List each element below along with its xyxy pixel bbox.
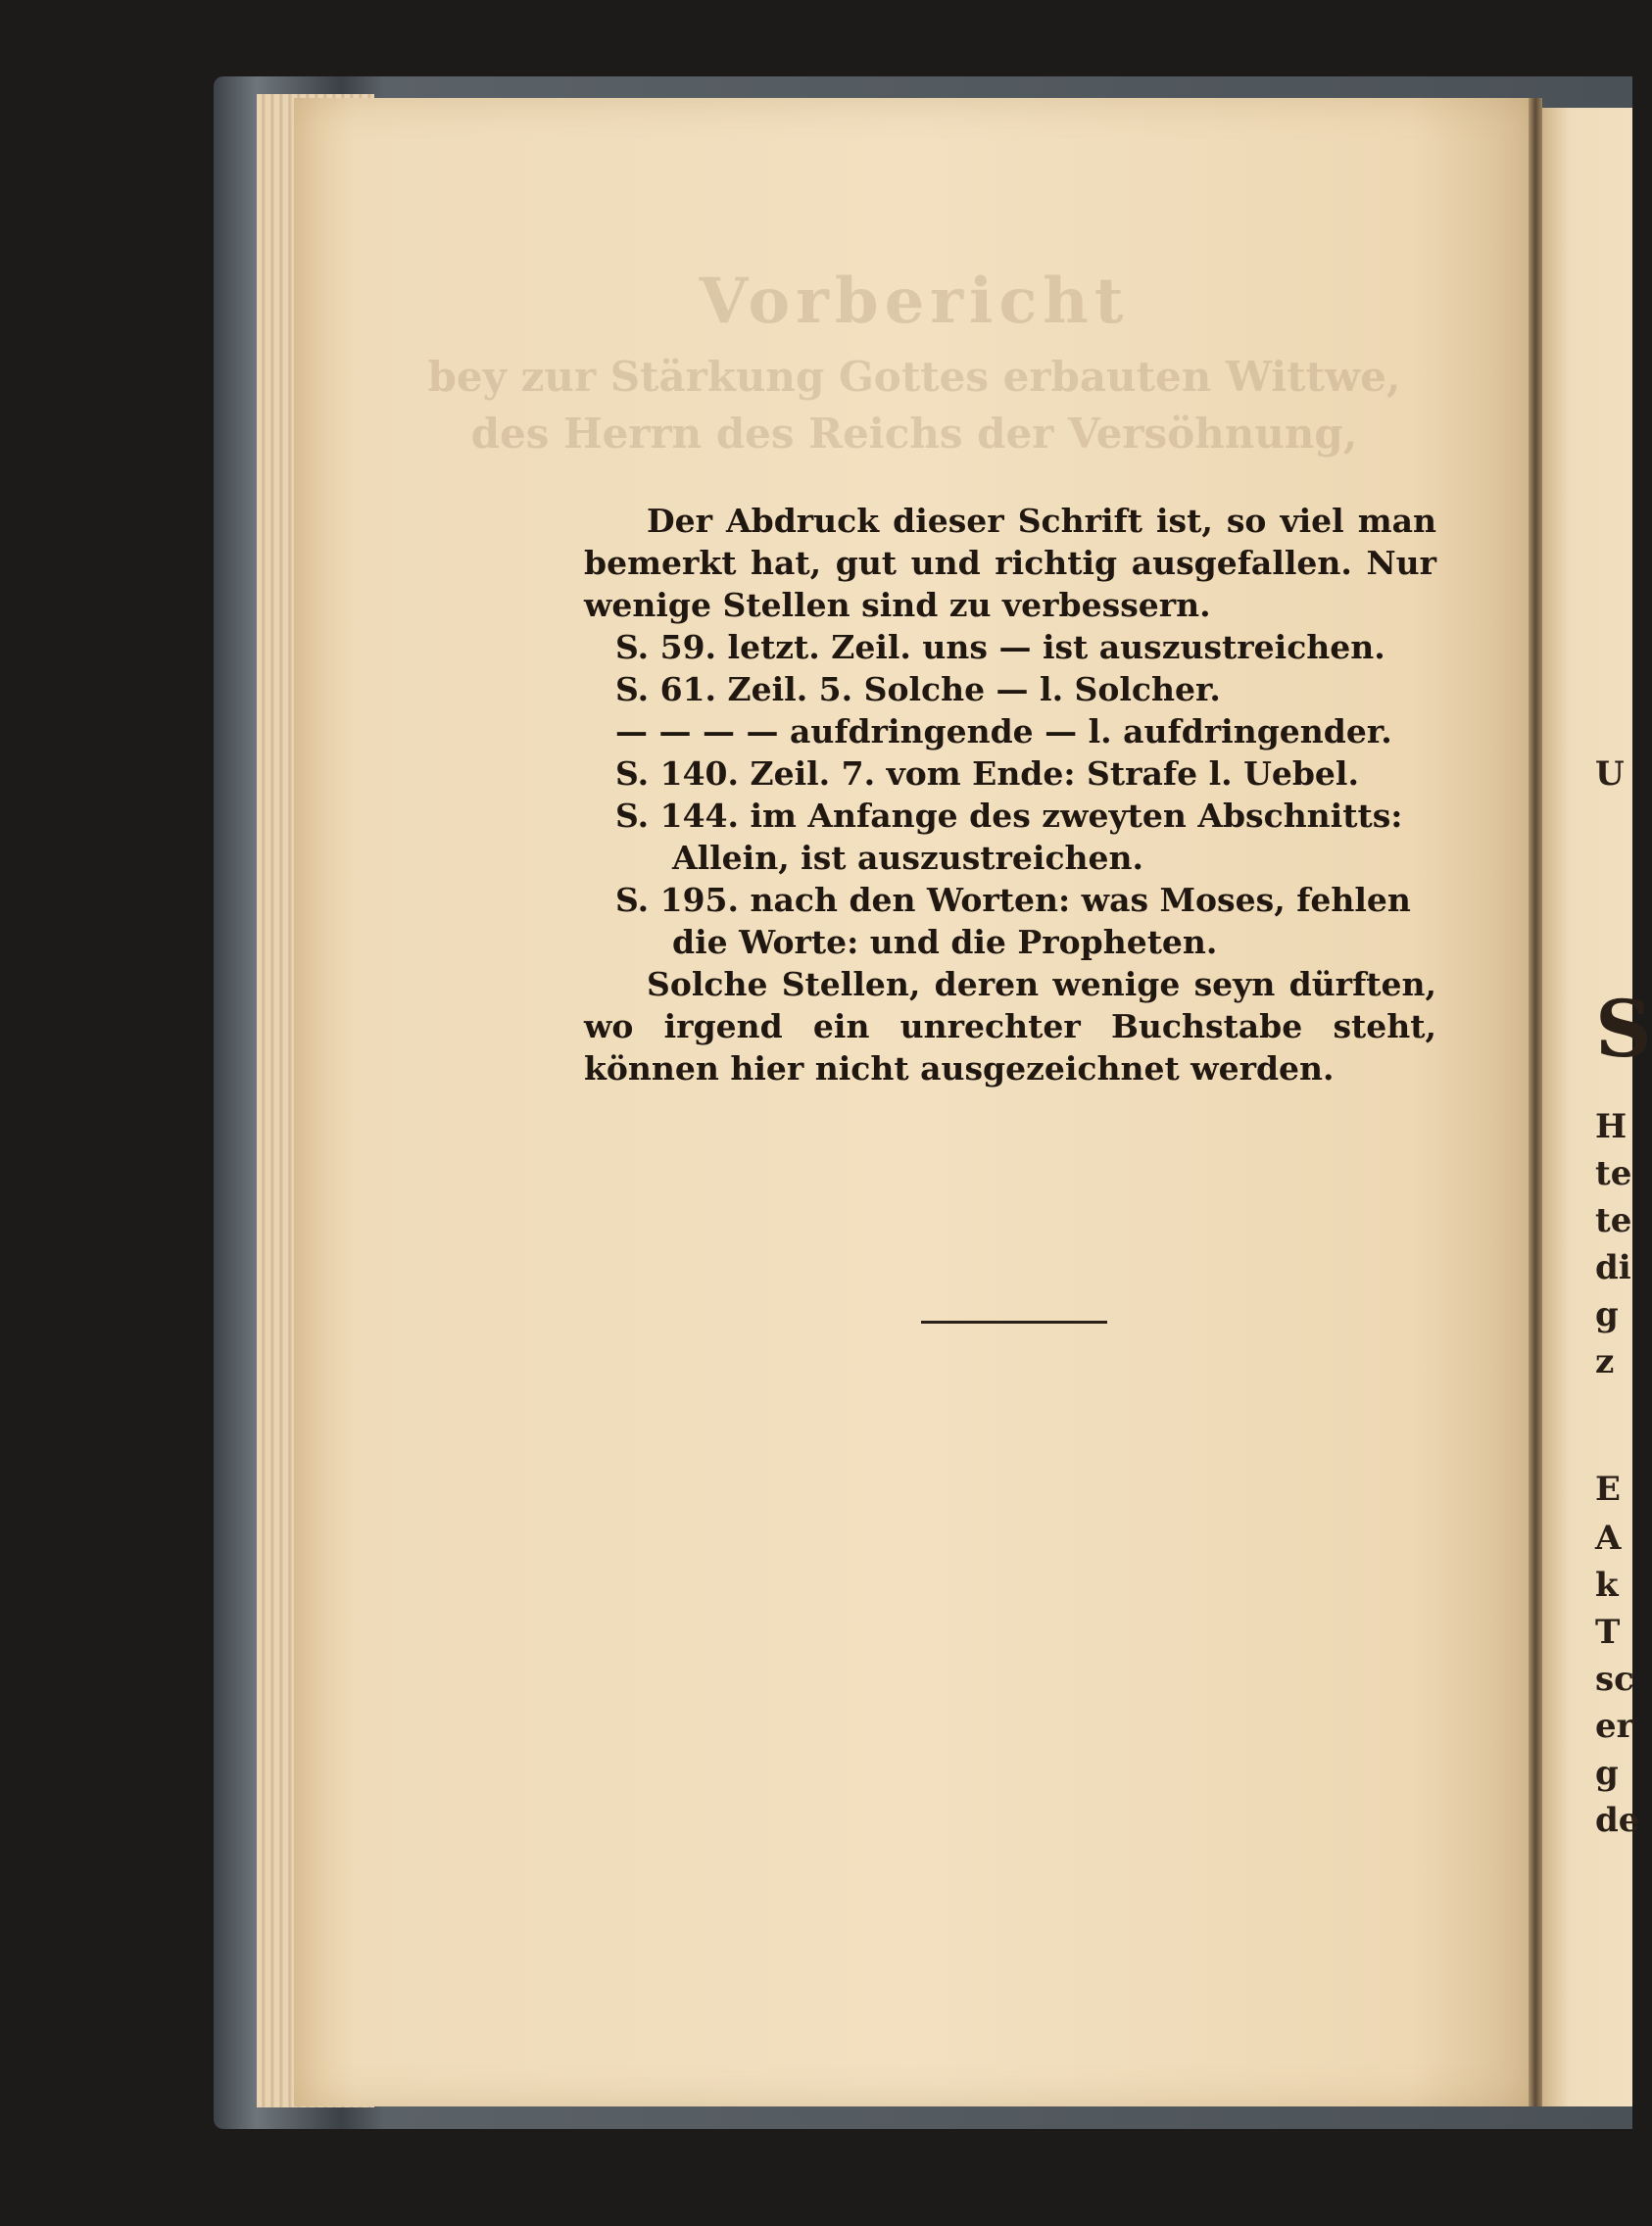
next-page-letter: E bbox=[1595, 1470, 1621, 1509]
left-page bbox=[294, 98, 1534, 2106]
errata-entry: S. 144. im Anfange des zweyten Abschnitts: Allein, ist auszustreichen. bbox=[615, 797, 1403, 877]
errata-entry: S. 195. nach den Worten: was Moses, fehlen die Worte: und die Propheten. bbox=[615, 881, 1411, 961]
next-page-letter: er bbox=[1595, 1707, 1634, 1746]
horizontal-rule bbox=[921, 1321, 1107, 1324]
next-page-letter: A bbox=[1595, 1519, 1622, 1558]
next-page-letter: te bbox=[1595, 1154, 1632, 1193]
next-page-initial: S bbox=[1595, 983, 1652, 1075]
errata-entry: S. 59. letzt. Zeil. uns — ist auszustreichen. bbox=[615, 628, 1385, 666]
bleed-through-heading: Vorbericht bbox=[699, 265, 1130, 338]
next-page-letter: T bbox=[1595, 1613, 1621, 1652]
next-page-letter: sc bbox=[1595, 1660, 1634, 1699]
next-page-letter: H bbox=[1595, 1107, 1628, 1146]
bleed-through-line: bey zur Stärkung Gottes erbauten Wittwe, bbox=[427, 353, 1401, 401]
next-page-letter: g bbox=[1595, 1754, 1619, 1793]
errata-closing: Solche Stellen, deren wenige seyn dürften, wo irgend ein unrechter Buchstabe steht, können hier nicht ausgezeichnet werden. bbox=[584, 965, 1436, 1088]
errata-entry: S. 140. Zeil. 7. vom Ende: Strafe l. Uebel. bbox=[615, 754, 1359, 793]
next-page-letter: z bbox=[1595, 1342, 1615, 1381]
errata-intro: Der Abdruck dieser Schrift ist, so viel man bemerkt hat, gut und richtig ausgefallen. Nur wenige Stellen sind zu verbessern. bbox=[584, 502, 1436, 624]
next-page-letter: de bbox=[1595, 1801, 1640, 1840]
next-page-letter: k bbox=[1595, 1566, 1619, 1605]
errata-entry: — — — — aufdringende — l. aufdringender. bbox=[615, 712, 1392, 750]
next-page-letter: g bbox=[1595, 1295, 1619, 1334]
errata-entry: S. 61. Zeil. 5. Solche — l. Solcher. bbox=[615, 670, 1221, 708]
errata-text bbox=[584, 500, 1436, 1089]
next-page-letter: te bbox=[1595, 1201, 1632, 1240]
bleed-through-line: des Herrn des Reichs der Versöhnung, bbox=[470, 410, 1358, 458]
next-page-letter: U bbox=[1595, 754, 1625, 794]
next-page-letter: di bbox=[1595, 1248, 1631, 1287]
book-gutter bbox=[1529, 98, 1542, 2106]
